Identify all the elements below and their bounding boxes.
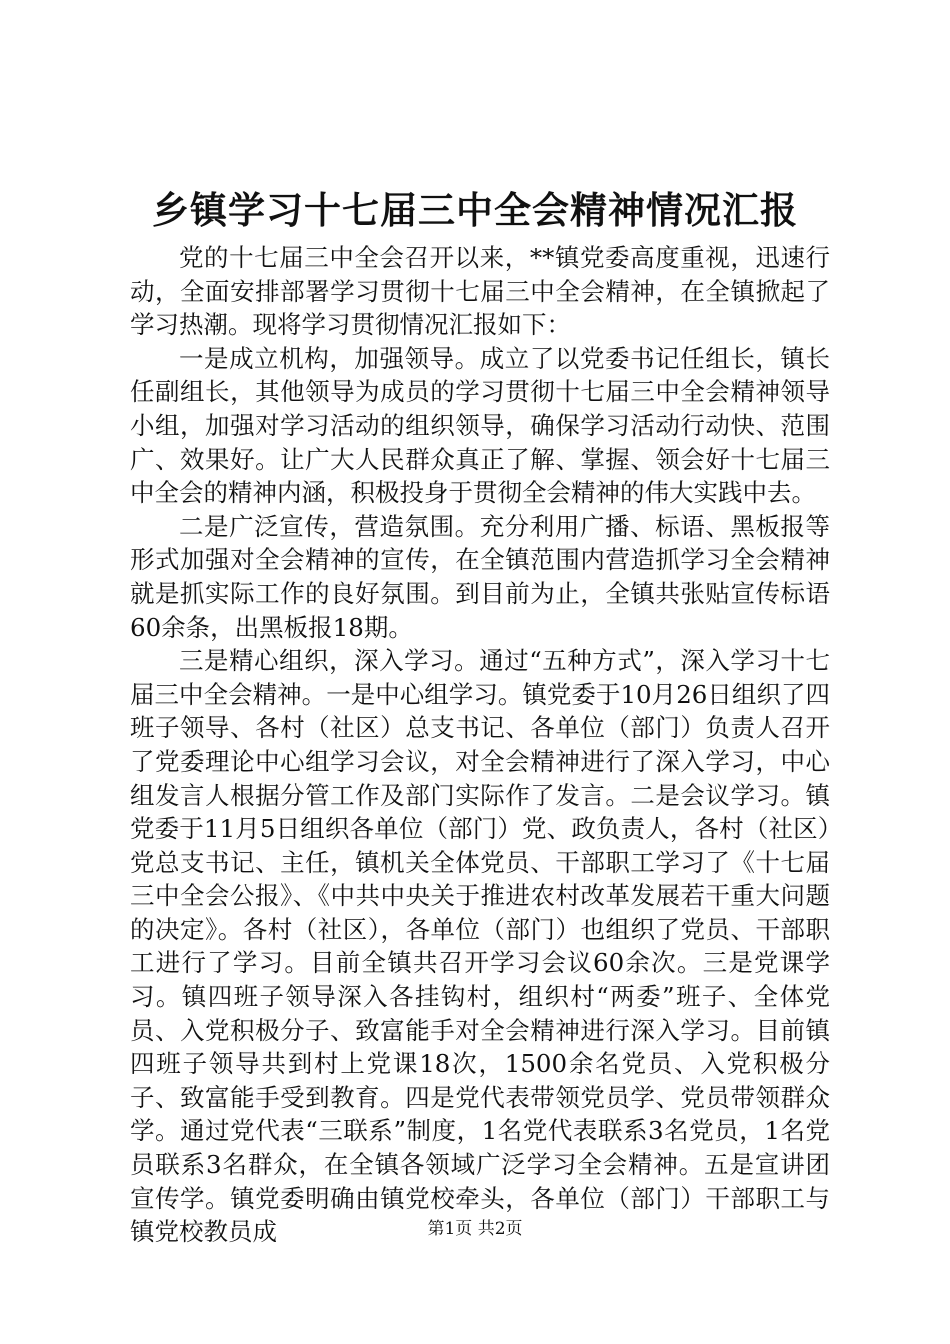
page-number-footer: 第1页 共2页: [427, 1219, 523, 1239]
paragraph-publicity: 二是广泛宣传，营造氛围。充分利用广播、标语、黑板报等形式加强对全会精神的宣传，在全镇范围内营造抓学习全会精神就是抓实际工作的良好氛围。到目前为止，全镇共张贴宣传标语60余条，出黑板报18期。: [130, 511, 830, 642]
paragraph-intro: 党的十七届三中全会召开以来，**镇党委高度重视，迅速行动，全面安排部署学习贯彻十七届三中全会精神，在全镇掀起了学习热潮。现将学习贯彻情况汇报如下：: [130, 243, 830, 340]
paragraph-organization: 一是成立机构，加强领导。成立了以党委书记任组长，镇长任副组长，其他领导为成员的学习贯彻十七届三中全会精神领导小组，加强对学习活动的组织领导，确保学习活动行动快、范围广、效果好。让广大人民群众真正了解、掌握、领会好十七届三中全会的精神内涵，积极投身于贯彻全会精神的伟大实践中去。: [130, 343, 830, 508]
document-title: 乡镇学习十七届三中全会精神情况汇报: [152, 188, 798, 232]
document-body: [130, 241, 830, 1249]
paragraph-study: 三是精心组织，深入学习。通过“五种方式”，深入学习十七届三中全会精神。一是中心组学习。镇党委于10月26日组织了四班子领导、各村（社区）总支书记、各单位（部门）负责人召开了党委理论中心组学习会议，对全会精神进行了深入学习，中心组发言人根据分管工作及部门实际作了发言。二是会议学习。镇党委于11月5日组织各单位（部门）党、政负责人，各村（社区）党总支书记、主任，镇机关全体党员、干部职工学习了《十七届三中全会公报》、《中共中央关于推进农村改革发展若干重大问题的决定》。各村（社区），各单位（部门）也组织了党员、干部职工进行了学习。目前全镇共召开学习会议60余次。三是党课学习。镇四班子领导深入各挂钩村，组织村“两委”班子、全体党员、入党积极分子、致富能手对全会精神进行深入学习。目前镇四班子领导共到村上党课18次，1500余名党员、入党积极分子、致富能手受到教育。四是党代表带领党员学、党员带领群众学。通过党代表“三联系”制度，1名党代表联系3名党员，1名党员联系3名群众，在全镇各领域广泛学习全会精神。五是宣讲团宣传学。镇党委明确由镇党校牵头，各单位（部门）干部职工与镇党校教员成: [130, 646, 830, 1247]
